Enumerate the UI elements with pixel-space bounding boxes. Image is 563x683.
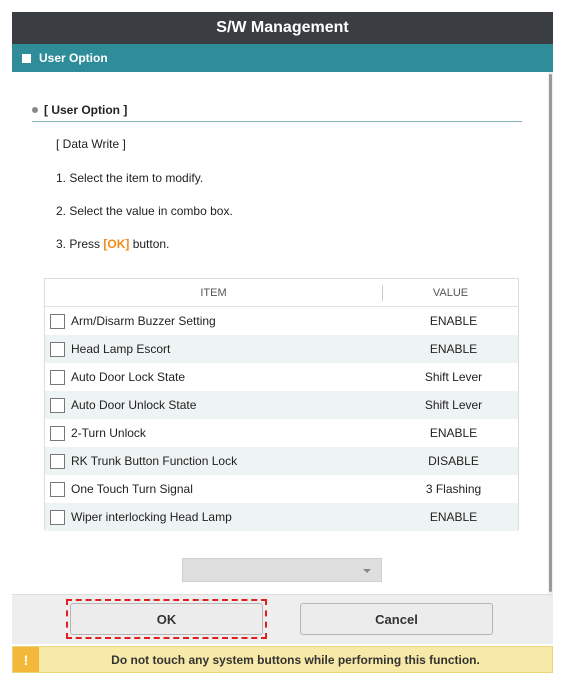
column-header-item: ITEM [45, 285, 383, 301]
row-item: 2-Turn Unlock [71, 426, 146, 440]
row-value: DISABLE [428, 454, 479, 468]
row-value: ENABLE [429, 510, 478, 524]
row-checkbox[interactable] [50, 510, 65, 525]
row-value: Shift Lever [424, 398, 483, 412]
table-row[interactable] [45, 391, 518, 419]
value-combo-box[interactable] [182, 558, 382, 582]
row-value: ENABLE [429, 426, 478, 440]
scrollbar[interactable] [548, 72, 553, 594]
row-checkbox[interactable] [50, 426, 65, 441]
table-row[interactable] [45, 363, 518, 391]
section-title: [ User Option ] [44, 102, 128, 117]
warning-icon: ! [13, 647, 39, 672]
row-checkbox[interactable] [50, 398, 65, 413]
chevron-down-icon [363, 569, 371, 573]
ok-button[interactable]: OK [70, 603, 263, 635]
step3-prefix: 3. Press [56, 237, 104, 251]
warning-bar [12, 646, 553, 673]
table-row[interactable] [45, 503, 518, 531]
row-item: Arm/Disarm Buzzer Setting [71, 314, 216, 328]
row-checkbox[interactable] [50, 454, 65, 469]
column-header-value: VALUE [432, 286, 469, 299]
step3-ok-highlight: [OK] [103, 237, 130, 251]
bullet-icon [32, 107, 38, 113]
table-header [45, 279, 518, 307]
row-value: ENABLE [429, 314, 478, 328]
row-value: ENABLE [429, 342, 478, 356]
row-checkbox[interactable] [50, 342, 65, 357]
scrollbar-thumb[interactable] [549, 74, 552, 592]
row-checkbox[interactable] [50, 370, 65, 385]
instruction-step-3 [56, 237, 169, 251]
row-value: Shift Lever [424, 370, 483, 384]
table-row[interactable] [45, 335, 518, 363]
table-row[interactable] [45, 419, 518, 447]
table-row[interactable] [45, 307, 518, 335]
table-row[interactable] [45, 475, 518, 503]
row-value: 3 Flashing [425, 482, 482, 496]
subheader [12, 44, 553, 72]
row-item: One Touch Turn Signal [71, 482, 193, 496]
section-header [32, 98, 522, 122]
table-row[interactable] [45, 447, 518, 475]
warning-text: Do not touch any system buttons while performing this function. [111, 652, 480, 667]
row-item: Auto Door Lock State [71, 370, 186, 384]
window-title: S/W Management [12, 12, 553, 44]
cancel-button[interactable]: Cancel [300, 603, 493, 635]
instructions-heading: [ Data Write ] [56, 137, 126, 151]
step3-suffix: button. [129, 237, 170, 251]
square-icon [22, 54, 31, 63]
row-item: Head Lamp Escort [71, 342, 171, 356]
instruction-step-2: 2. Select the value in combo box. [56, 204, 233, 218]
row-item: Wiper interlocking Head Lamp [71, 510, 232, 524]
row-checkbox[interactable] [50, 482, 65, 497]
row-item: RK Trunk Button Function Lock [71, 454, 238, 468]
row-checkbox[interactable] [50, 314, 65, 329]
subheader-label: User Option [39, 51, 108, 65]
row-item: Auto Door Unlock State [71, 398, 197, 412]
options-table [44, 278, 519, 530]
instruction-step-1: 1. Select the item to modify. [56, 171, 204, 185]
